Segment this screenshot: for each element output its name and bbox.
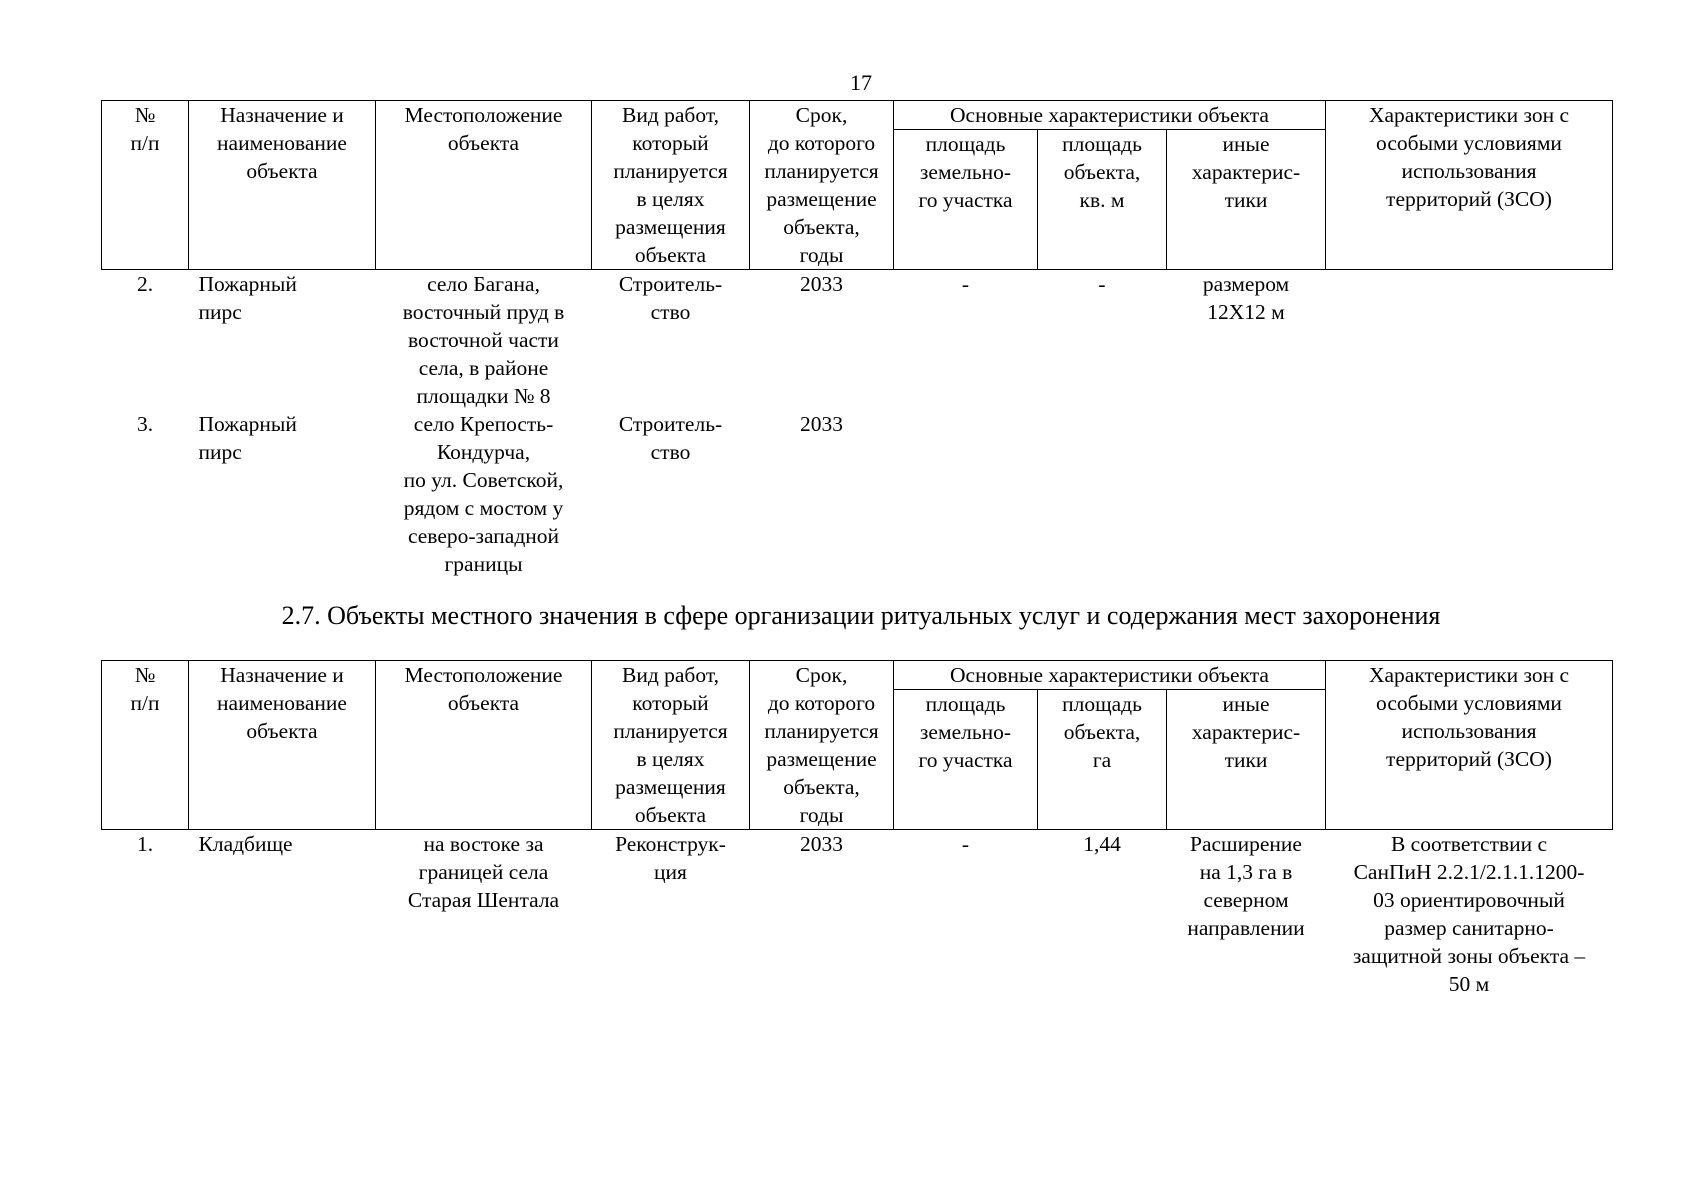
cell-location: село Крепость- Кондурча, по ул. Советской, рядом с мостом у северо-западной границы <box>403 412 564 576</box>
section-heading: 2.7. Объекты местного значения в сфере организации ритуальных услуг и содержания мест захоронения <box>281 601 1441 630</box>
cell-name: Пожарный пирс <box>198 412 297 464</box>
cell-name: Кладбище <box>198 832 293 856</box>
header-zones: Характеристики зон с особыми условиями использования территорий (ЗСО) <box>1326 101 1613 270</box>
cell-zones <box>1326 270 1613 411</box>
table-row <box>102 410 1613 578</box>
header-location: Местоположение объекта <box>376 101 592 270</box>
objects-table-cemetery <box>101 660 1613 998</box>
cell-num: 2. <box>136 272 154 296</box>
cell-num: 1. <box>136 832 154 856</box>
header-object-area: площадь объекта, га <box>1038 690 1167 830</box>
cell-deadline: 2033 <box>800 412 843 436</box>
cell-object-area <box>1038 410 1167 578</box>
cell-land-area: - <box>961 832 970 856</box>
cell-work: Реконструк- ция <box>615 832 726 884</box>
header-characteristics: Основные характеристики объекта <box>894 101 1326 130</box>
header-other: иные характерис- тики <box>1167 130 1326 270</box>
cell-num: 3. <box>136 412 154 436</box>
cell-location: на востоке за границей села Старая Шентала <box>407 832 560 912</box>
page-number: 17 <box>850 70 872 95</box>
cell-zones <box>1326 410 1613 578</box>
cell-land-area: - <box>961 272 970 296</box>
header-work: Вид работ, который планируется в целях размещения объекта <box>592 661 750 830</box>
header-num: № п/п <box>102 101 189 270</box>
cell-zones: В соответствии с СанПиН 2.2.1/2.1.1.1200- 03 ориентировочный размер санитарно- защитной зоны объекта – 50 м <box>1352 832 1586 996</box>
header-work: Вид работ, который планируется в целях размещения объекта <box>592 101 750 270</box>
cell-other <box>1167 410 1326 578</box>
cell-object-area: 1,44 <box>1083 832 1121 856</box>
header-land-area: площадь земельно- го участка <box>894 130 1038 270</box>
cell-location: село Багана, восточный пруд в восточной части села, в районе площадки № 8 <box>402 272 565 408</box>
header-name: Назначение и наименование объекта <box>189 101 376 270</box>
cell-name: Пожарный пирс <box>198 272 297 324</box>
cell-object-area: - <box>1098 272 1106 296</box>
table-row <box>102 830 1613 999</box>
header-location: Местоположение объекта <box>376 661 592 830</box>
cell-land-area <box>894 410 1038 578</box>
cell-work: Строитель- ство <box>618 272 723 324</box>
header-deadline: Срок, до которого планируется размещение объекта, годы <box>750 661 894 830</box>
header-characteristics: Основные характеристики объекта <box>894 661 1326 690</box>
header-name: Назначение и наименование объекта <box>189 661 376 830</box>
cell-deadline: 2033 <box>800 832 843 856</box>
table-row <box>102 270 1613 411</box>
cell-deadline: 2033 <box>800 272 843 296</box>
cell-other: Расширение на 1,3 га в северном направлении <box>1187 832 1305 940</box>
header-num: № п/п <box>102 661 189 830</box>
cell-other: размером 12Х12 м <box>1202 272 1290 324</box>
header-land-area: площадь земельно- го участка <box>894 690 1038 830</box>
header-object-area: площадь объекта, кв. м <box>1038 130 1167 270</box>
cell-work: Строитель- ство <box>618 412 723 464</box>
objects-table-fire <box>101 100 1613 578</box>
header-zones: Характеристики зон с особыми условиями использования территорий (ЗСО) <box>1326 661 1613 830</box>
header-deadline: Срок, до которого планируется размещение объекта, годы <box>750 101 894 270</box>
header-other: иные характерис- тики <box>1167 690 1326 830</box>
